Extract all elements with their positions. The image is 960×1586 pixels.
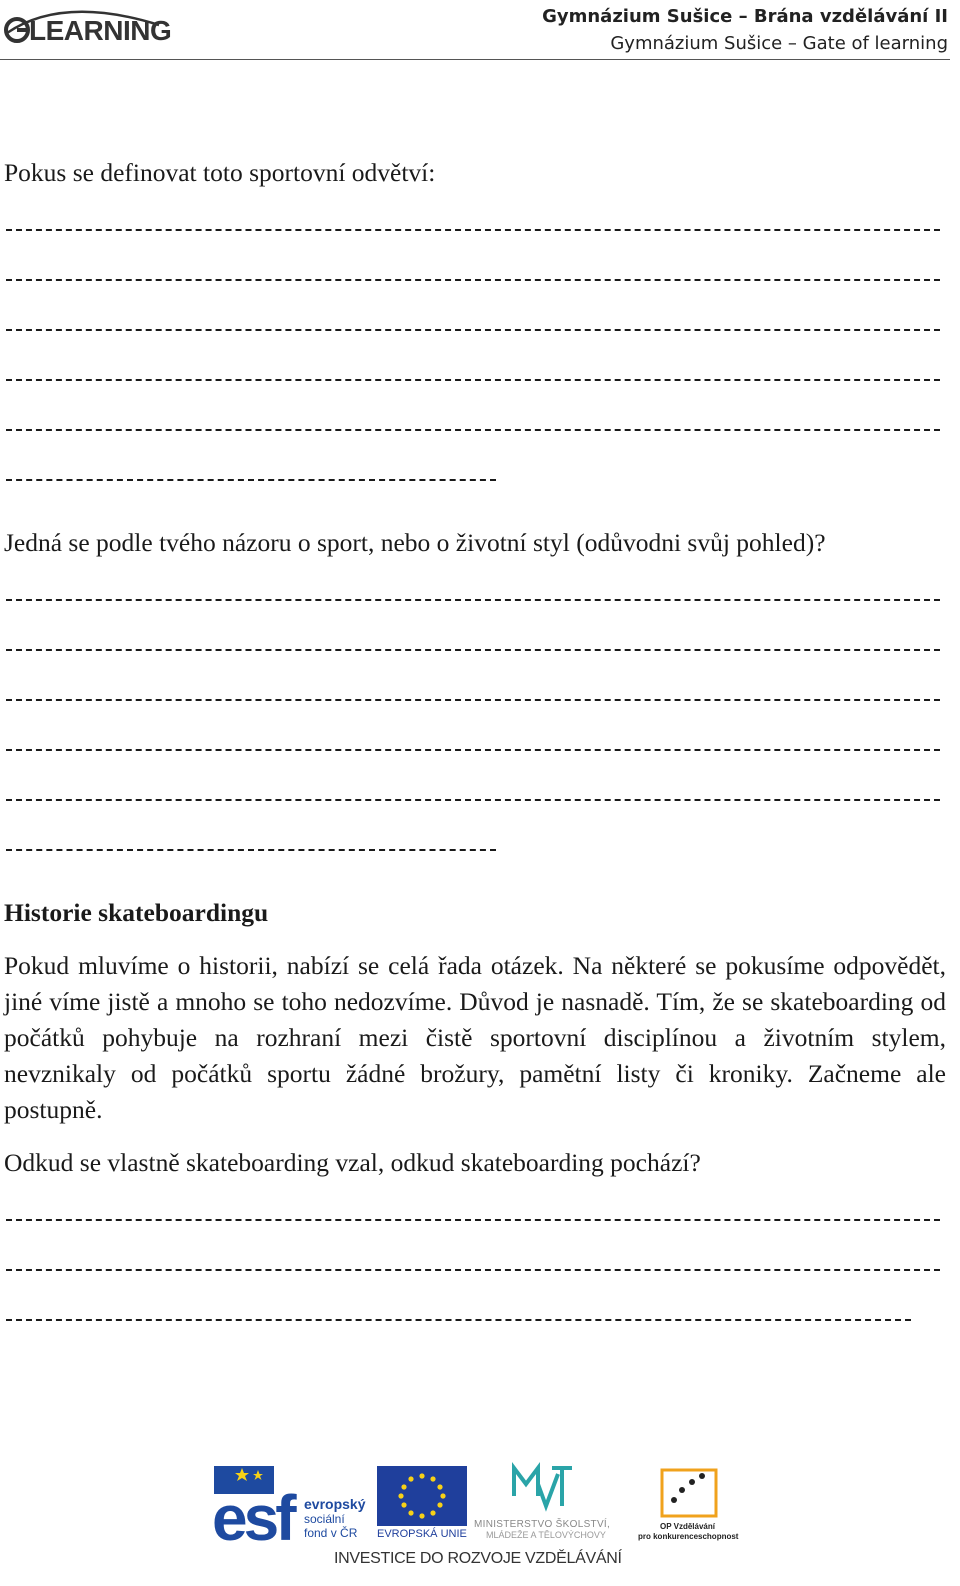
esf-label-2: sociální: [304, 1512, 345, 1526]
esf-logo-icon: [212, 1466, 297, 1552]
glearning-logo: [3, 3, 172, 47]
answer-line[interactable]: [6, 649, 940, 651]
question-3-text: Odkud se vlastně skateboarding vzal, odkud skateboarding pochází?: [4, 1148, 701, 1177]
answer-line[interactable]: [6, 279, 940, 281]
investice-label: INVESTICE DO ROZVOJE VZDĚLÁVÁNÍ: [334, 1550, 622, 1567]
answer-line[interactable]: [6, 229, 940, 231]
page-header: [0, 0, 960, 62]
header-title-line2: Gymnázium Sušice – Gate of learning: [610, 33, 948, 54]
msmt-logo-icon: [514, 1468, 572, 1506]
esf-label-1: evropský: [304, 1496, 366, 1512]
answer-line[interactable]: [6, 429, 940, 431]
logo-text: LEARNING: [29, 15, 172, 46]
answer-line[interactable]: [6, 1269, 940, 1271]
esf-label-3: fond v ČR: [304, 1526, 358, 1540]
answer-line[interactable]: [6, 329, 940, 331]
history-paragraph-text: Pokud mluvíme o historii, nabízí se celá řada otázek. Na některé se pokusíme odpovědět, jiné víme jistě a mnoho se toho nedozvíme. Důvod je nasnadě. Tím, že se skateboarding od počátků pohybuje na rozhraní mezi čistě sportovní disciplínou a životním stylem, nevznikaly od počátků sportu žádné brožury, pamětní listy či kroniky. Začneme ale postupně.: [4, 951, 946, 1124]
section-heading-text: Historie skateboardingu: [4, 898, 269, 927]
header-title: [542, 4, 948, 58]
question-3: [4, 1147, 946, 1179]
eu-flag-icon: [377, 1466, 467, 1526]
answer-line[interactable]: [6, 1319, 911, 1321]
history-paragraph: [4, 948, 946, 1128]
svg-text:esf: esf: [212, 1482, 293, 1552]
answer-line[interactable]: [6, 699, 940, 701]
op-logo-icon: [662, 1470, 716, 1516]
answer-line[interactable]: [6, 599, 940, 601]
question-1-text: Pokus se definovat toto sportovní odvětví:: [4, 158, 436, 187]
question-2-text: Jedná se podle tvého názoru o sport, nebo o životní styl (odůvodni svůj pohled)?: [4, 528, 826, 557]
question-1: [4, 157, 946, 189]
op-label-2: pro konkurenceschopnost: [638, 1532, 739, 1541]
header-divider: [0, 59, 950, 60]
header-title-line1: Gymnázium Sušice – Brána vzdělávání II: [542, 6, 948, 27]
answer-line[interactable]: [6, 1219, 940, 1221]
op-label-1: OP Vzdělávání: [660, 1522, 715, 1531]
answer-line[interactable]: [6, 849, 496, 851]
section-heading: [4, 897, 946, 929]
answer-line[interactable]: [6, 799, 940, 801]
question-2: [4, 527, 946, 559]
answer-line[interactable]: [6, 479, 496, 481]
answer-line[interactable]: [6, 379, 940, 381]
eu-label: EVROPSKÁ UNIE: [377, 1528, 467, 1540]
msmt-label-2: MLÁDEŽE A TĚLOVÝCHOVY: [486, 1530, 606, 1540]
answer-line[interactable]: [6, 749, 940, 751]
msmt-label-1: MINISTERSTVO ŠKOLSTVÍ,: [474, 1519, 611, 1530]
